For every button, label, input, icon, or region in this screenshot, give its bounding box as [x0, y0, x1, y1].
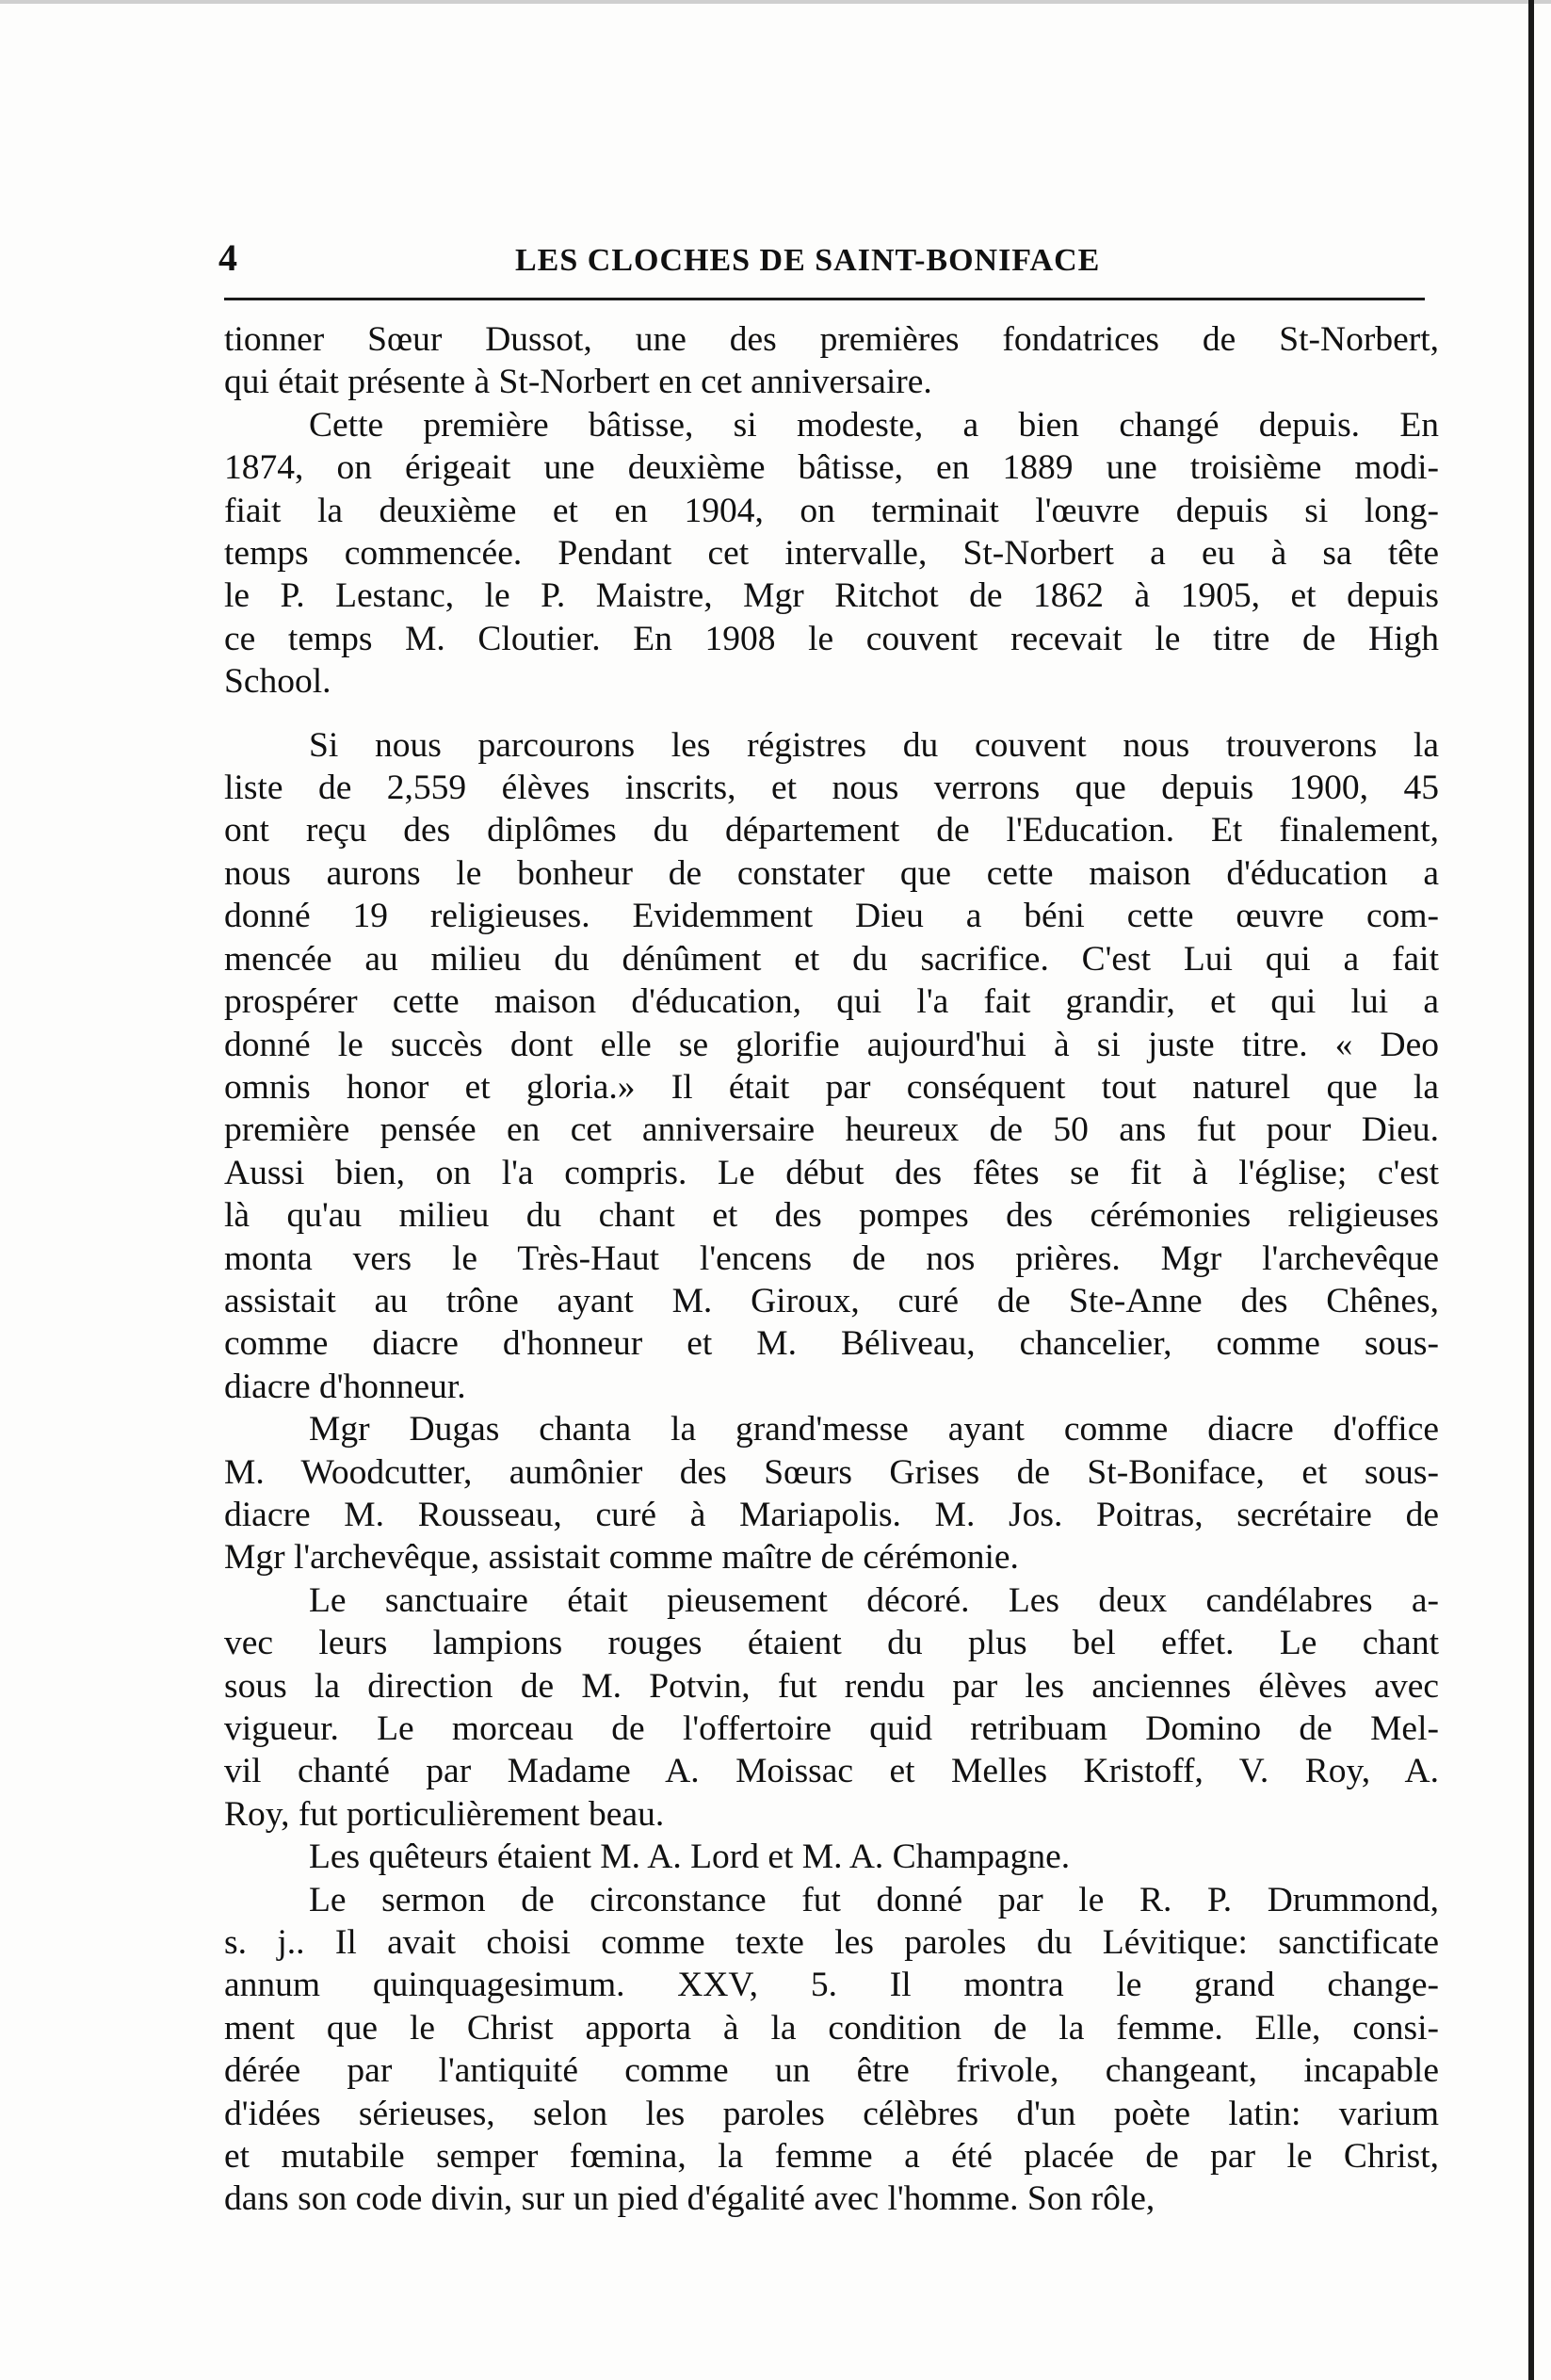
- text-line: vigueur. Le morceau de l'offertoire quid retribuam Domino de Mel-: [224, 1709, 1439, 1748]
- text-line: assistait au trône ayant M. Giroux, curé de Ste-Anne des Chênes,: [224, 1281, 1439, 1320]
- paragraph: [224, 724, 1439, 1409]
- text-line: donné le succès dont elle se glorifie aujourd'hui à si juste titre. « Deo: [224, 1025, 1439, 1064]
- paragraph: [224, 318, 1439, 404]
- paragraph: [224, 1836, 1439, 1878]
- text-line: M. Woodcutter, aumônier des Sœurs Grises de St-Boniface, et sous-: [224, 1452, 1439, 1492]
- header-rule: [224, 298, 1425, 300]
- text-line: tionner Sœur Dussot, une des premières fondatrices de St-Norbert,: [224, 320, 1439, 359]
- text-line: temps commencée. Pendant cet intervalle, St-Norbert a eu à sa tête: [224, 534, 1439, 574]
- text-line: là qu'au milieu du chant et des pompes des cérémonies religieuses: [224, 1196, 1439, 1236]
- text-line: Les quêteurs étaient M. A. Lord et M. A. Champagne.: [309, 1838, 1071, 1877]
- paragraph-gap: [224, 704, 1439, 724]
- text-line: Le sermon de circonstance fut donné par le R. P. Drummond,: [309, 1880, 1439, 1919]
- paragraph: [224, 1579, 1439, 1836]
- text-line: Aussi bien, on l'a compris. Le début des fêtes se fit à l'église; c'est: [224, 1153, 1439, 1192]
- text-line: prospérer cette maison d'éducation, qui l'a fait grandir, et qui lui a: [224, 982, 1439, 1022]
- page-top-edge: [0, 0, 1551, 4]
- text-line: liste de 2,559 élèves inscrits, et nous verrons que depuis 1900, 45: [224, 769, 1439, 808]
- text-line: diacre M. Rousseau, curé à Mariapolis. M. Jos. Poitras, secrétaire de: [224, 1495, 1439, 1534]
- text-line: dans son code divin, sur un pied d'égalité avec l'homme. Son rôle,: [224, 2179, 1155, 2219]
- page-number: 4: [218, 236, 237, 279]
- text-line: première pensée en cet anniversaire heureux de 50 ans fut pour Dieu.: [224, 1110, 1439, 1150]
- text-line: diacre d'honneur.: [224, 1367, 466, 1406]
- text-line: ce temps M. Cloutier. En 1908 le couvent recevait le titre de High: [224, 619, 1439, 658]
- text-line: comme diacre d'honneur et M. Béliveau, chancelier, comme sous-: [224, 1324, 1439, 1364]
- text-line: 1874, on érigeait une deuxième bâtisse, en 1889 une troisième modi-: [224, 448, 1439, 488]
- text-line: qui était présente à St-Norbert en cet anniversaire.: [224, 363, 932, 402]
- text-line: mencée au milieu du dénûment et du sacrifice. C'est Lui qui a fait: [224, 939, 1439, 979]
- paragraph: [224, 1879, 1439, 2221]
- body-text: [224, 318, 1439, 2221]
- text-line: Mgr l'archevêque, assistait comme maître de cérémonie.: [224, 1538, 1019, 1578]
- text-line: donné 19 religieuses. Evidemment Dieu a béni cette œuvre com-: [224, 897, 1439, 936]
- text-line: fiait la deuxième et en 1904, on terminait l'œuvre depuis si long-: [224, 491, 1439, 530]
- page-header: [218, 235, 1443, 283]
- text-line: sous la direction de M. Potvin, fut rendu par les anciennes élèves avec: [224, 1666, 1439, 1706]
- text-line: d'idées sérieuses, selon les paroles célèbres d'un poète latin: varium: [224, 2094, 1439, 2133]
- text-line: Cette première bâtisse, si modeste, a bien changé depuis. En: [309, 405, 1439, 445]
- text-line: dérée par l'antiquité comme un être frivole, changeant, incapable: [224, 2051, 1439, 2091]
- text-line: omnis honor et gloria.» Il était par conséquent tout naturel que la: [224, 1067, 1439, 1107]
- text-line: s. j.. Il avait choisi comme texte les paroles du Lévitique: sanctificate: [224, 1923, 1439, 1963]
- text-line: monta vers le Très-Haut l'encens de nos prières. Mgr l'archevêque: [224, 1239, 1439, 1278]
- text-line: ment que le Christ apporta à la condition de la femme. Elle, consi-: [224, 2008, 1439, 2048]
- text-line: Mgr Dugas chanta la grand'messe ayant comme diacre d'office: [309, 1410, 1439, 1449]
- text-line: Roy, fut porticulièrement beau.: [224, 1794, 665, 1834]
- text-line: annum quinquagesimum. XXV, 5. Il montra le grand change-: [224, 1966, 1439, 2005]
- paragraph: [224, 404, 1439, 704]
- paragraph: [224, 1408, 1439, 1579]
- text-line: Le sanctuaire était pieusement décoré. Les deux candélabres a-: [309, 1580, 1439, 1620]
- text-line: ont reçu des diplômes du département de l'Education. Et finalement,: [224, 811, 1439, 850]
- binding-edge: [1528, 0, 1534, 2380]
- text-line: School.: [224, 662, 331, 702]
- text-line: nous aurons le bonheur de constater que cette maison d'éducation a: [224, 853, 1439, 893]
- text-line: vil chanté par Madame A. Moissac et Melles Kristoff, V. Roy, A.: [224, 1752, 1439, 1791]
- text-line: le P. Lestanc, le P. Maistre, Mgr Ritchot de 1862 à 1905, et depuis: [224, 576, 1439, 616]
- text-line: et mutabile semper fœmina, la femme a été placée de par le Christ,: [224, 2137, 1439, 2177]
- text-line: vec leurs lampions rouges étaient du plus bel effet. Le chant: [224, 1624, 1439, 1663]
- running-title: LES CLOCHES DE SAINT-BONIFACE: [515, 243, 1101, 278]
- text-line: Si nous parcourons les régistres du couvent nous trouverons la: [309, 725, 1439, 765]
